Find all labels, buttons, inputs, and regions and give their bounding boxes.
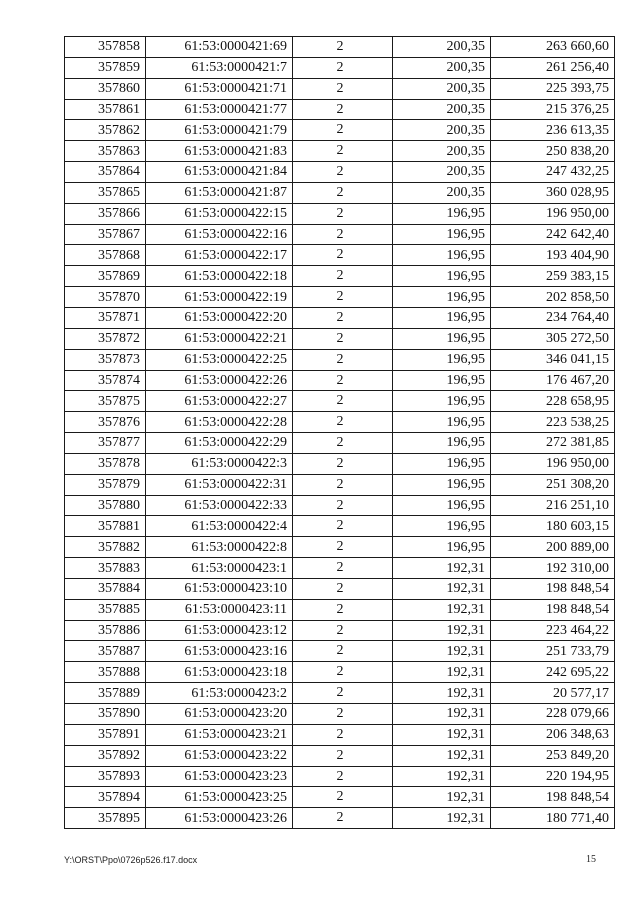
table-row bbox=[65, 266, 615, 287]
cadastral-value-cell: 305 272,50 bbox=[491, 328, 615, 349]
specific-value-cell: 192,31 bbox=[393, 704, 491, 725]
group-cell: 2 bbox=[293, 433, 393, 454]
row-number-cell: 357871 bbox=[65, 307, 146, 328]
specific-value-cell: 196,95 bbox=[393, 433, 491, 454]
specific-value-cell: 200,35 bbox=[393, 141, 491, 162]
group-cell: 2 bbox=[293, 474, 393, 495]
cadastral-number-cell: 61:53:0000423:22 bbox=[146, 745, 293, 766]
specific-value-cell: 196,95 bbox=[393, 412, 491, 433]
group-cell: 2 bbox=[293, 141, 393, 162]
group-cell: 2 bbox=[293, 662, 393, 683]
group-cell: 2 bbox=[293, 182, 393, 203]
cadastral-number-cell: 61:53:0000423:1 bbox=[146, 558, 293, 579]
cadastral-value-cell: 223 538,25 bbox=[491, 412, 615, 433]
table-row bbox=[65, 370, 615, 391]
specific-value-cell: 192,31 bbox=[393, 808, 491, 829]
specific-value-cell: 196,95 bbox=[393, 537, 491, 558]
row-number-cell: 357858 bbox=[65, 37, 146, 58]
cadastral-value-cell: 228 658,95 bbox=[491, 391, 615, 412]
cadastral-value-cell: 247 432,25 bbox=[491, 162, 615, 183]
table-row bbox=[65, 433, 615, 454]
cadastral-number-cell: 61:53:0000422:27 bbox=[146, 391, 293, 412]
cadastral-number-cell: 61:53:0000421:84 bbox=[146, 162, 293, 183]
table-row bbox=[65, 474, 615, 495]
cadastral-value-cell: 259 383,15 bbox=[491, 266, 615, 287]
cadastral-value-cell: 360 028,95 bbox=[491, 182, 615, 203]
cadastral-number-cell: 61:53:0000423:20 bbox=[146, 704, 293, 725]
cadastral-number-cell: 61:53:0000421:71 bbox=[146, 78, 293, 99]
row-number-cell: 357886 bbox=[65, 620, 146, 641]
specific-value-cell: 192,31 bbox=[393, 599, 491, 620]
group-cell: 2 bbox=[293, 162, 393, 183]
row-number-cell: 357890 bbox=[65, 704, 146, 725]
footer-page-number: 15 bbox=[586, 854, 596, 865]
table-body bbox=[65, 37, 615, 829]
specific-value-cell: 200,35 bbox=[393, 120, 491, 141]
cadastral-number-cell: 61:53:0000422:3 bbox=[146, 453, 293, 474]
specific-value-cell: 200,35 bbox=[393, 99, 491, 120]
cadastral-number-cell: 61:53:0000422:26 bbox=[146, 370, 293, 391]
table-row bbox=[65, 704, 615, 725]
cadastral-value-cell: 236 613,35 bbox=[491, 120, 615, 141]
cadastral-number-cell: 61:53:0000422:16 bbox=[146, 224, 293, 245]
cadastral-number-cell: 61:53:0000422:28 bbox=[146, 412, 293, 433]
footer-file-path: Y:\ORST\Ppo\0726p526.f17.docx bbox=[64, 855, 198, 865]
cadastral-value-cell: 223 464,22 bbox=[491, 620, 615, 641]
group-cell: 2 bbox=[293, 745, 393, 766]
cadastral-value-cell: 198 848,54 bbox=[491, 787, 615, 808]
table-row bbox=[65, 641, 615, 662]
cadastral-value-cell: 242 695,22 bbox=[491, 662, 615, 683]
table-row bbox=[65, 141, 615, 162]
group-cell: 2 bbox=[293, 266, 393, 287]
table-row bbox=[65, 578, 615, 599]
group-cell: 2 bbox=[293, 203, 393, 224]
group-cell: 2 bbox=[293, 558, 393, 579]
specific-value-cell: 192,31 bbox=[393, 620, 491, 641]
cadastral-number-cell: 61:53:0000421:7 bbox=[146, 57, 293, 78]
cadastral-number-cell: 61:53:0000423:18 bbox=[146, 662, 293, 683]
group-cell: 2 bbox=[293, 391, 393, 412]
table-row bbox=[65, 745, 615, 766]
cadastral-value-cell: 20 577,17 bbox=[491, 683, 615, 704]
group-cell: 2 bbox=[293, 808, 393, 829]
row-number-cell: 357887 bbox=[65, 641, 146, 662]
row-number-cell: 357861 bbox=[65, 99, 146, 120]
row-number-cell: 357859 bbox=[65, 57, 146, 78]
cadastral-value-cell: 251 308,20 bbox=[491, 474, 615, 495]
table-row bbox=[65, 495, 615, 516]
row-number-cell: 357880 bbox=[65, 495, 146, 516]
cadastral-value-cell: 180 771,40 bbox=[491, 808, 615, 829]
row-number-cell: 357864 bbox=[65, 162, 146, 183]
cadastral-number-cell: 61:53:0000422:31 bbox=[146, 474, 293, 495]
row-number-cell: 357895 bbox=[65, 808, 146, 829]
specific-value-cell: 196,95 bbox=[393, 328, 491, 349]
row-number-cell: 357879 bbox=[65, 474, 146, 495]
cadastral-number-cell: 61:53:0000422:20 bbox=[146, 307, 293, 328]
specific-value-cell: 200,35 bbox=[393, 162, 491, 183]
table-row bbox=[65, 537, 615, 558]
cadastral-number-cell: 61:53:0000421:69 bbox=[146, 37, 293, 58]
group-cell: 2 bbox=[293, 516, 393, 537]
specific-value-cell: 196,95 bbox=[393, 370, 491, 391]
cadastral-value-cell: 198 848,54 bbox=[491, 599, 615, 620]
group-cell: 2 bbox=[293, 307, 393, 328]
specific-value-cell: 192,31 bbox=[393, 558, 491, 579]
cadastral-value-cell: 225 393,75 bbox=[491, 78, 615, 99]
table-row bbox=[65, 224, 615, 245]
cadastral-value-cell: 196 950,00 bbox=[491, 453, 615, 474]
table-row bbox=[65, 412, 615, 433]
cadastral-number-cell: 61:53:0000422:33 bbox=[146, 495, 293, 516]
row-number-cell: 357872 bbox=[65, 328, 146, 349]
cadastral-value-cell: 228 079,66 bbox=[491, 704, 615, 725]
group-cell: 2 bbox=[293, 683, 393, 704]
table-row bbox=[65, 558, 615, 579]
cadastral-value-cell: 202 858,50 bbox=[491, 287, 615, 308]
cadastral-value-cell: 251 733,79 bbox=[491, 641, 615, 662]
specific-value-cell: 196,95 bbox=[393, 453, 491, 474]
table-row bbox=[65, 120, 615, 141]
row-number-cell: 357881 bbox=[65, 516, 146, 537]
row-number-cell: 357862 bbox=[65, 120, 146, 141]
cadastral-number-cell: 61:53:0000422:25 bbox=[146, 349, 293, 370]
row-number-cell: 357868 bbox=[65, 245, 146, 266]
table-row bbox=[65, 307, 615, 328]
cadastral-number-cell: 61:53:0000423:10 bbox=[146, 578, 293, 599]
table-row bbox=[65, 99, 615, 120]
group-cell: 2 bbox=[293, 224, 393, 245]
group-cell: 2 bbox=[293, 599, 393, 620]
row-number-cell: 357892 bbox=[65, 745, 146, 766]
group-cell: 2 bbox=[293, 724, 393, 745]
group-cell: 2 bbox=[293, 57, 393, 78]
cadastral-value-cell: 234 764,40 bbox=[491, 307, 615, 328]
row-number-cell: 357884 bbox=[65, 578, 146, 599]
row-number-cell: 357867 bbox=[65, 224, 146, 245]
specific-value-cell: 196,95 bbox=[393, 391, 491, 412]
cadastral-number-cell: 61:53:0000423:12 bbox=[146, 620, 293, 641]
cadastral-number-cell: 61:53:0000422:21 bbox=[146, 328, 293, 349]
cadastral-number-cell: 61:53:0000422:15 bbox=[146, 203, 293, 224]
cadastral-number-cell: 61:53:0000422:18 bbox=[146, 266, 293, 287]
cadastral-value-cell: 272 381,85 bbox=[491, 433, 615, 454]
cadastral-value-cell: 346 041,15 bbox=[491, 349, 615, 370]
row-number-cell: 357875 bbox=[65, 391, 146, 412]
cadastral-number-cell: 61:53:0000423:16 bbox=[146, 641, 293, 662]
cadastral-value-cell: 200 889,00 bbox=[491, 537, 615, 558]
specific-value-cell: 196,95 bbox=[393, 287, 491, 308]
table-row bbox=[65, 620, 615, 641]
specific-value-cell: 196,95 bbox=[393, 224, 491, 245]
table-row bbox=[65, 287, 615, 308]
cadastral-value-cell: 242 642,40 bbox=[491, 224, 615, 245]
specific-value-cell: 200,35 bbox=[393, 78, 491, 99]
table-row bbox=[65, 245, 615, 266]
cadastral-number-cell: 61:53:0000422:19 bbox=[146, 287, 293, 308]
specific-value-cell: 196,95 bbox=[393, 266, 491, 287]
row-number-cell: 357894 bbox=[65, 787, 146, 808]
table-row bbox=[65, 328, 615, 349]
specific-value-cell: 192,31 bbox=[393, 745, 491, 766]
specific-value-cell: 196,95 bbox=[393, 245, 491, 266]
row-number-cell: 357869 bbox=[65, 266, 146, 287]
cadastral-number-cell: 61:53:0000422:17 bbox=[146, 245, 293, 266]
cadastral-number-cell: 61:53:0000422:29 bbox=[146, 433, 293, 454]
table-row bbox=[65, 182, 615, 203]
table-row bbox=[65, 662, 615, 683]
cadastral-number-cell: 61:53:0000423:21 bbox=[146, 724, 293, 745]
specific-value-cell: 196,95 bbox=[393, 474, 491, 495]
row-number-cell: 357866 bbox=[65, 203, 146, 224]
table-row bbox=[65, 391, 615, 412]
cadastral-number-cell: 61:53:0000422:8 bbox=[146, 537, 293, 558]
table-row bbox=[65, 162, 615, 183]
row-number-cell: 357878 bbox=[65, 453, 146, 474]
specific-value-cell: 196,95 bbox=[393, 203, 491, 224]
table-row bbox=[65, 724, 615, 745]
row-number-cell: 357870 bbox=[65, 287, 146, 308]
group-cell: 2 bbox=[293, 537, 393, 558]
row-number-cell: 357885 bbox=[65, 599, 146, 620]
group-cell: 2 bbox=[293, 620, 393, 641]
cadastral-value-cell: 220 194,95 bbox=[491, 766, 615, 787]
specific-value-cell: 200,35 bbox=[393, 57, 491, 78]
group-cell: 2 bbox=[293, 78, 393, 99]
specific-value-cell: 192,31 bbox=[393, 787, 491, 808]
cadastral-number-cell: 61:53:0000423:26 bbox=[146, 808, 293, 829]
specific-value-cell: 200,35 bbox=[393, 182, 491, 203]
specific-value-cell: 192,31 bbox=[393, 724, 491, 745]
cadastral-value-cell: 196 950,00 bbox=[491, 203, 615, 224]
row-number-cell: 357883 bbox=[65, 558, 146, 579]
row-number-cell: 357874 bbox=[65, 370, 146, 391]
group-cell: 2 bbox=[293, 641, 393, 662]
cadastral-number-cell: 61:53:0000421:87 bbox=[146, 182, 293, 203]
row-number-cell: 357876 bbox=[65, 412, 146, 433]
cadastral-number-cell: 61:53:0000423:2 bbox=[146, 683, 293, 704]
cadastral-value-cell: 206 348,63 bbox=[491, 724, 615, 745]
row-number-cell: 357860 bbox=[65, 78, 146, 99]
group-cell: 2 bbox=[293, 349, 393, 370]
group-cell: 2 bbox=[293, 370, 393, 391]
cadastral-number-cell: 61:53:0000421:83 bbox=[146, 141, 293, 162]
group-cell: 2 bbox=[293, 37, 393, 58]
specific-value-cell: 192,31 bbox=[393, 641, 491, 662]
cadastral-value-cell: 198 848,54 bbox=[491, 578, 615, 599]
row-number-cell: 357873 bbox=[65, 349, 146, 370]
cadastral-number-cell: 61:53:0000421:77 bbox=[146, 99, 293, 120]
table-row bbox=[65, 599, 615, 620]
cadastral-number-cell: 61:53:0000423:25 bbox=[146, 787, 293, 808]
row-number-cell: 357889 bbox=[65, 683, 146, 704]
cadastral-value-cell: 216 251,10 bbox=[491, 495, 615, 516]
group-cell: 2 bbox=[293, 495, 393, 516]
group-cell: 2 bbox=[293, 453, 393, 474]
cadastral-value-cell: 192 310,00 bbox=[491, 558, 615, 579]
table-row bbox=[65, 787, 615, 808]
specific-value-cell: 192,31 bbox=[393, 766, 491, 787]
table-row bbox=[65, 516, 615, 537]
group-cell: 2 bbox=[293, 787, 393, 808]
specific-value-cell: 192,31 bbox=[393, 578, 491, 599]
specific-value-cell: 196,95 bbox=[393, 516, 491, 537]
specific-value-cell: 196,95 bbox=[393, 495, 491, 516]
cadastral-value-cell: 180 603,15 bbox=[491, 516, 615, 537]
cadastral-number-cell: 61:53:0000422:4 bbox=[146, 516, 293, 537]
specific-value-cell: 196,95 bbox=[393, 349, 491, 370]
group-cell: 2 bbox=[293, 245, 393, 266]
table-row bbox=[65, 453, 615, 474]
table-row bbox=[65, 57, 615, 78]
group-cell: 2 bbox=[293, 99, 393, 120]
group-cell: 2 bbox=[293, 328, 393, 349]
row-number-cell: 357893 bbox=[65, 766, 146, 787]
cadastral-value-table bbox=[64, 36, 615, 829]
group-cell: 2 bbox=[293, 704, 393, 725]
cadastral-number-cell: 61:53:0000423:11 bbox=[146, 599, 293, 620]
row-number-cell: 357865 bbox=[65, 182, 146, 203]
group-cell: 2 bbox=[293, 120, 393, 141]
row-number-cell: 357863 bbox=[65, 141, 146, 162]
table-row bbox=[65, 78, 615, 99]
cadastral-value-cell: 193 404,90 bbox=[491, 245, 615, 266]
cadastral-number-cell: 61:53:0000423:23 bbox=[146, 766, 293, 787]
cadastral-value-cell: 215 376,25 bbox=[491, 99, 615, 120]
table-row bbox=[65, 766, 615, 787]
table-row bbox=[65, 37, 615, 58]
group-cell: 2 bbox=[293, 578, 393, 599]
specific-value-cell: 196,95 bbox=[393, 307, 491, 328]
cadastral-value-cell: 263 660,60 bbox=[491, 37, 615, 58]
specific-value-cell: 192,31 bbox=[393, 683, 491, 704]
table-row bbox=[65, 683, 615, 704]
specific-value-cell: 192,31 bbox=[393, 662, 491, 683]
row-number-cell: 357882 bbox=[65, 537, 146, 558]
row-number-cell: 357891 bbox=[65, 724, 146, 745]
group-cell: 2 bbox=[293, 287, 393, 308]
cadastral-value-cell: 250 838,20 bbox=[491, 141, 615, 162]
group-cell: 2 bbox=[293, 412, 393, 433]
cadastral-value-cell: 253 849,20 bbox=[491, 745, 615, 766]
table-row bbox=[65, 203, 615, 224]
table-row bbox=[65, 349, 615, 370]
cadastral-value-cell: 176 467,20 bbox=[491, 370, 615, 391]
specific-value-cell: 200,35 bbox=[393, 37, 491, 58]
cadastral-value-cell: 261 256,40 bbox=[491, 57, 615, 78]
group-cell: 2 bbox=[293, 766, 393, 787]
row-number-cell: 357877 bbox=[65, 433, 146, 454]
table-row bbox=[65, 808, 615, 829]
cadastral-number-cell: 61:53:0000421:79 bbox=[146, 120, 293, 141]
row-number-cell: 357888 bbox=[65, 662, 146, 683]
